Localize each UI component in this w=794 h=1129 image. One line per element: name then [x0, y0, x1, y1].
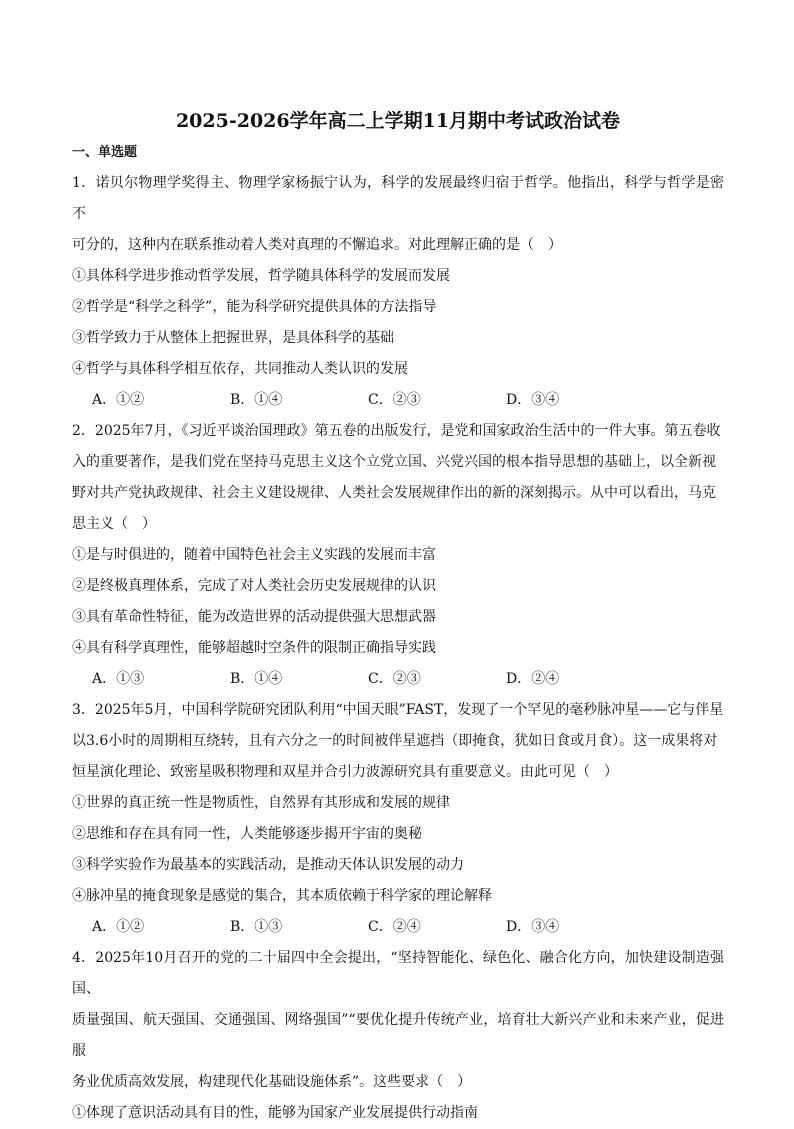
question-3-statement-3: ③科学实验作为最基本的实践活动，是推动天体认识发展的动力: [72, 857, 464, 873]
question-4-stem-line-1: 4．2025年10月召开的党的二十届四中全会提出，“坚持智能化、绿色化、融合化方向，加快建设制造强国、: [72, 950, 724, 997]
question-1-choice-d[interactable]: D．③④: [506, 392, 560, 408]
question-2-stem-line-4: 思主义（ ）: [72, 516, 156, 532]
question-4-stem-line-3: 务业优质高效发展，构建现代化基础设施体系”。这些要求（ ）: [72, 1074, 472, 1090]
question-2-statement-2: ②是终极真理体系，完成了对人类社会历史发展规律的认识: [72, 578, 436, 594]
question-2-choice-d[interactable]: D．②④: [506, 671, 560, 687]
question-3-choice-d[interactable]: D．③④: [506, 919, 560, 935]
question-1-statement-4: ④哲学与具体科学相互依存，共同推动人类认识的发展: [72, 361, 408, 377]
question-2-stem-line-1: 2．2025年7月，《习近平谈治国理政》第五卷的出版发行，是党和国家政治生活中的一件大事。第五卷收: [72, 423, 721, 439]
question-3-choice-c[interactable]: C．②④: [368, 919, 421, 935]
question-2-choice-b[interactable]: B．①④: [230, 671, 283, 687]
section-heading: 一、单选题: [72, 145, 138, 160]
question-2-stem-line-3: 野对共产党执政规律、社会主义建设规律、人类社会发展规律作出的新的深刻揭示。从中可以看出，马克: [72, 485, 716, 501]
question-4-stem-line-2: 质量强国、航天强国、交通强国、网络强国”“要优化提升传统产业，培育壮大新兴产业和未来产业，促进服: [72, 1012, 724, 1059]
question-3-stem-line-3: 恒星演化理论、致密星吸积物理和双星并合引力波源研究具有重要意义。由此可见（ ）: [72, 764, 618, 780]
question-3-choice-a[interactable]: A．①②: [92, 919, 145, 935]
question-1-statement-1: ①具体科学进步推动哲学发展，哲学随具体科学的发展而发展: [72, 268, 450, 284]
question-2-statement-1: ①是与时俱进的，随着中国特色社会主义实践的发展而丰富: [72, 547, 436, 563]
question-2-choices: [72, 664, 724, 695]
question-1-choices: [72, 385, 724, 416]
question-3-stem-line-2: 以3.6小时的周期相互绕转，且有六分之一的时间被伴星遮挡（即掩食，犹如日食或月食）。这一成果将对: [72, 733, 718, 749]
question-4: [72, 943, 724, 1129]
question-2-choice-a[interactable]: A．①③: [92, 671, 145, 687]
question-1-statement-2: ②哲学是“科学之科学”，能为科学研究提供具体的方法指导: [72, 299, 437, 315]
question-1-stem-line-2: 可分的，这种内在联系推动着人类对真理的不懈追求。对此理解正确的是（ ）: [72, 237, 562, 253]
question-2: [72, 416, 724, 695]
question-1-choice-b[interactable]: B．①④: [230, 392, 283, 408]
question-3-choice-b[interactable]: B．①③: [230, 919, 283, 935]
question-3-statement-2: ②思维和存在具有同一性，人类能够逐步揭开宇宙的奥秘: [72, 826, 422, 842]
question-1-stem-line-1: 1．诺贝尔物理学奖得主、物理学家杨振宁认为，科学的发展最终归宿于哲学。他指出，科学与哲学是密不: [72, 175, 724, 222]
question-2-stem-line-2: 入的重要著作，是我们党在坚持马克思主义这个立党立国、兴党兴国的根本指导思想的基础上，以全新视: [72, 454, 716, 470]
question-2-choice-c[interactable]: C．②③: [368, 671, 421, 687]
question-2-statement-3: ③具有革命性特征，能为改造世界的活动提供强大思想武器: [72, 609, 436, 625]
question-1-statement-3: ③哲学致力于从整体上把握世界，是具体科学的基础: [72, 330, 394, 346]
question-3: [72, 695, 724, 943]
question-3-statement-1: ①世界的真正统一性是物质性，自然界有其形成和发展的规律: [72, 795, 450, 811]
question-1-choice-c[interactable]: C．②③: [368, 392, 421, 408]
question-3-stem-line-1: 3．2025年5月，中国科学院研究团队利用“中国天眼”FAST，发现了一个罕见的毫秒脉冲星——它与伴星: [72, 702, 724, 718]
page-title: 2025-2026学年高二上学期11月期中考试政治试卷: [175, 110, 621, 132]
question-1-choice-a[interactable]: A．①②: [92, 392, 145, 408]
question-1: [72, 168, 724, 416]
question-3-choices: [72, 912, 724, 943]
question-4-statement-1: ①体现了意识活动具有目的性，能够为国家产业发展提供行动指南: [72, 1105, 478, 1121]
question-3-statement-4: ④脉冲星的掩食现象是感觉的集合，其本质依赖于科学家的理论解释: [72, 888, 492, 904]
question-2-statement-4: ④具有科学真理性，能够超越时空条件的限制正确指导实践: [72, 640, 436, 656]
